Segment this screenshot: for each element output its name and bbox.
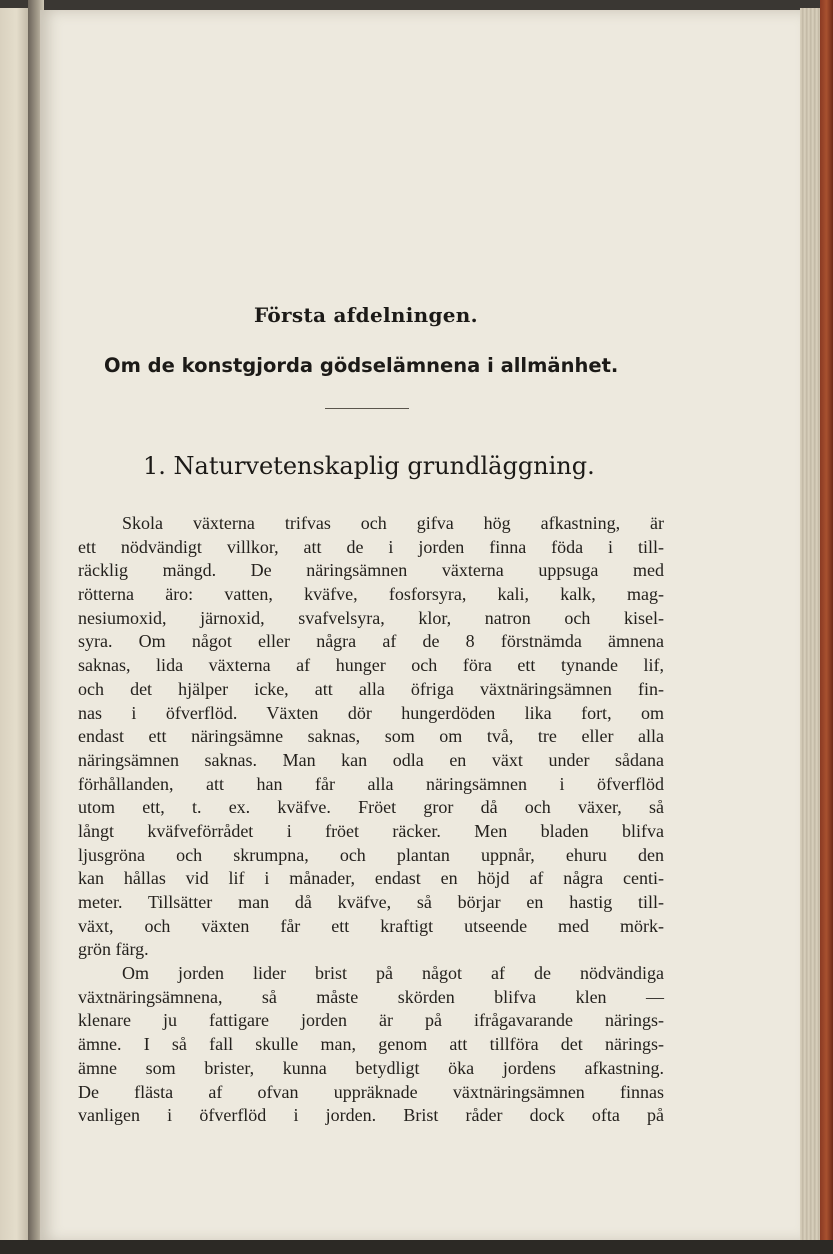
text-line: klenare ju fattigare jorden är på ifrågavarande närings- [78,1010,664,1031]
text-line: växtnäringsämnena, så måste skörden blifva klen — [78,986,664,1007]
text-line: ämne. I så fall skulle man, genom att tillföra det närings- [78,1034,664,1055]
text-line: ljusgröna och skrumpna, och plantan uppnår, ehuru den [78,844,664,865]
part-heading: Första afdelningen. [254,303,478,327]
text-line: räcklig mängd. De näringsämnen växterna uppsuga med [78,560,664,581]
text-line: endast ett näringsämne saknas, som om två, tre eller alla [78,726,664,747]
text-line: grön färg. [78,939,149,960]
body-text [78,512,664,1128]
text-line: nas i öfverflöd. Växten dör hungerdöden lika fort, om [78,702,664,723]
text-line: De flästa af ofvan uppräknade växtnäringsämnen finnas [78,1081,664,1102]
text-line: och det hjälper icke, att alla öfriga växtnäringsämnen fin- [78,678,664,699]
text-line: förhållanden, att han får alla näringsämnen i öfverflöd [78,773,664,794]
text-line: växt, och växten får ett kraftigt utseende med mörk- [78,915,664,936]
text-line: kan hållas vid lif i månader, endast en höjd af några centi- [78,868,664,889]
text-line: vanligen i öfverflöd i jorden. Brist råder dock ofta på [78,1105,664,1126]
book-cover-edge [820,0,833,1254]
text-line: meter. Tillsätter man då kväfve, så börjar en hastig till- [78,892,664,912]
text-line: syra. Om något eller några af de 8 förstnämda ämnena [78,631,664,652]
text-line: utom ett, t. ex. kväfve. Fröet gror då och växer, så [78,797,664,818]
scan-bottom-margin [0,1240,833,1254]
text-line: saknas, lida växterna af hunger och föra ett tynande lif, [78,655,664,676]
heading-divider [325,408,409,409]
part-subtitle: Om de konstgjorda gödselämnena i allmänhet. [104,354,619,377]
left-page-edge [0,8,30,1242]
text-line: långt kväfveförrådet i fröet räcker. Men bladen blifva [78,820,664,841]
text-line: ett nödvändigt villkor, att de i jorden finna föda i till- [78,536,664,557]
text-line: ämne som brister, kunna betydligt öka jordens afkastning. [78,1057,664,1078]
paragraph-2 [78,962,664,1128]
text-line: nesiumoxid, järnoxid, svafvelsyra, klor, natron och kisel- [78,607,664,628]
text-line: rötterna äro: vatten, kväfve, fosforsyra, kali, kalk, mag- [78,584,664,605]
text-line: Om jorden lider brist på något af de nödvändiga [122,963,664,984]
text-line: Skola växterna trifvas och gifva hög afkastning, är [122,513,664,533]
page-stack-edge [800,8,822,1246]
text-line: näringsämnen saknas. Man kan odla en växt under sådana [78,749,664,770]
section-heading: 1. Naturvetenskaplig grundläggning. [143,452,595,480]
paragraph-1 [78,512,664,962]
